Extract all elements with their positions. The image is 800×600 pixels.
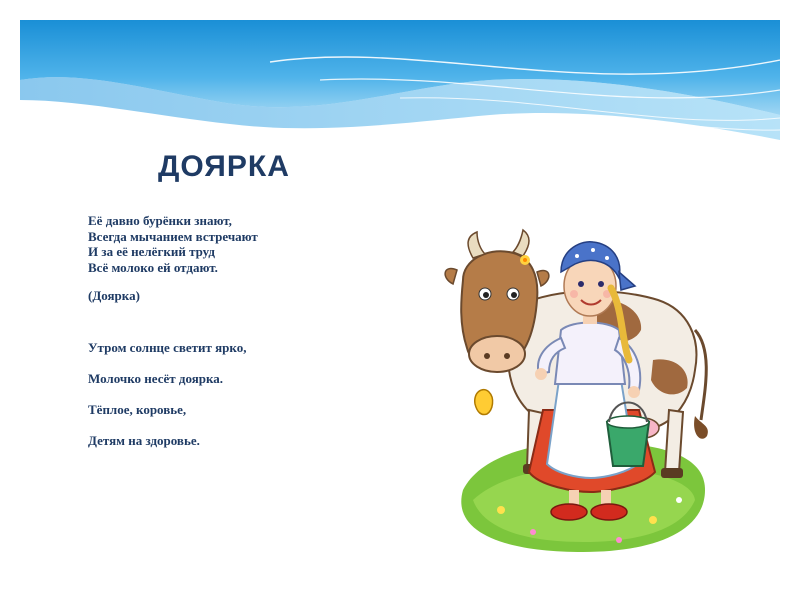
- riddle-line: И за её нелёгкий труд: [88, 244, 215, 260]
- verse-line: Утром солнце светит ярко,: [88, 340, 247, 356]
- milkmaid-with-cow-image: [443, 160, 713, 570]
- riddle-line: Всё молоко ей отдают.: [88, 259, 218, 275]
- verse-line: Молочко несёт доярка.: [88, 371, 224, 387]
- wave-banner: [20, 20, 780, 140]
- riddle-line: Всегда мычанием встречают: [88, 228, 258, 244]
- poem: [88, 213, 418, 449]
- riddle-line: Её давно бурёнки знают,: [88, 213, 232, 228]
- riddle-answer: (Доярка): [88, 288, 140, 304]
- page-title: ДОЯРКА: [158, 150, 290, 183]
- verse-line: Детям на здоровье.: [88, 433, 200, 449]
- verse-line: Тёплое, коровье,: [88, 402, 187, 418]
